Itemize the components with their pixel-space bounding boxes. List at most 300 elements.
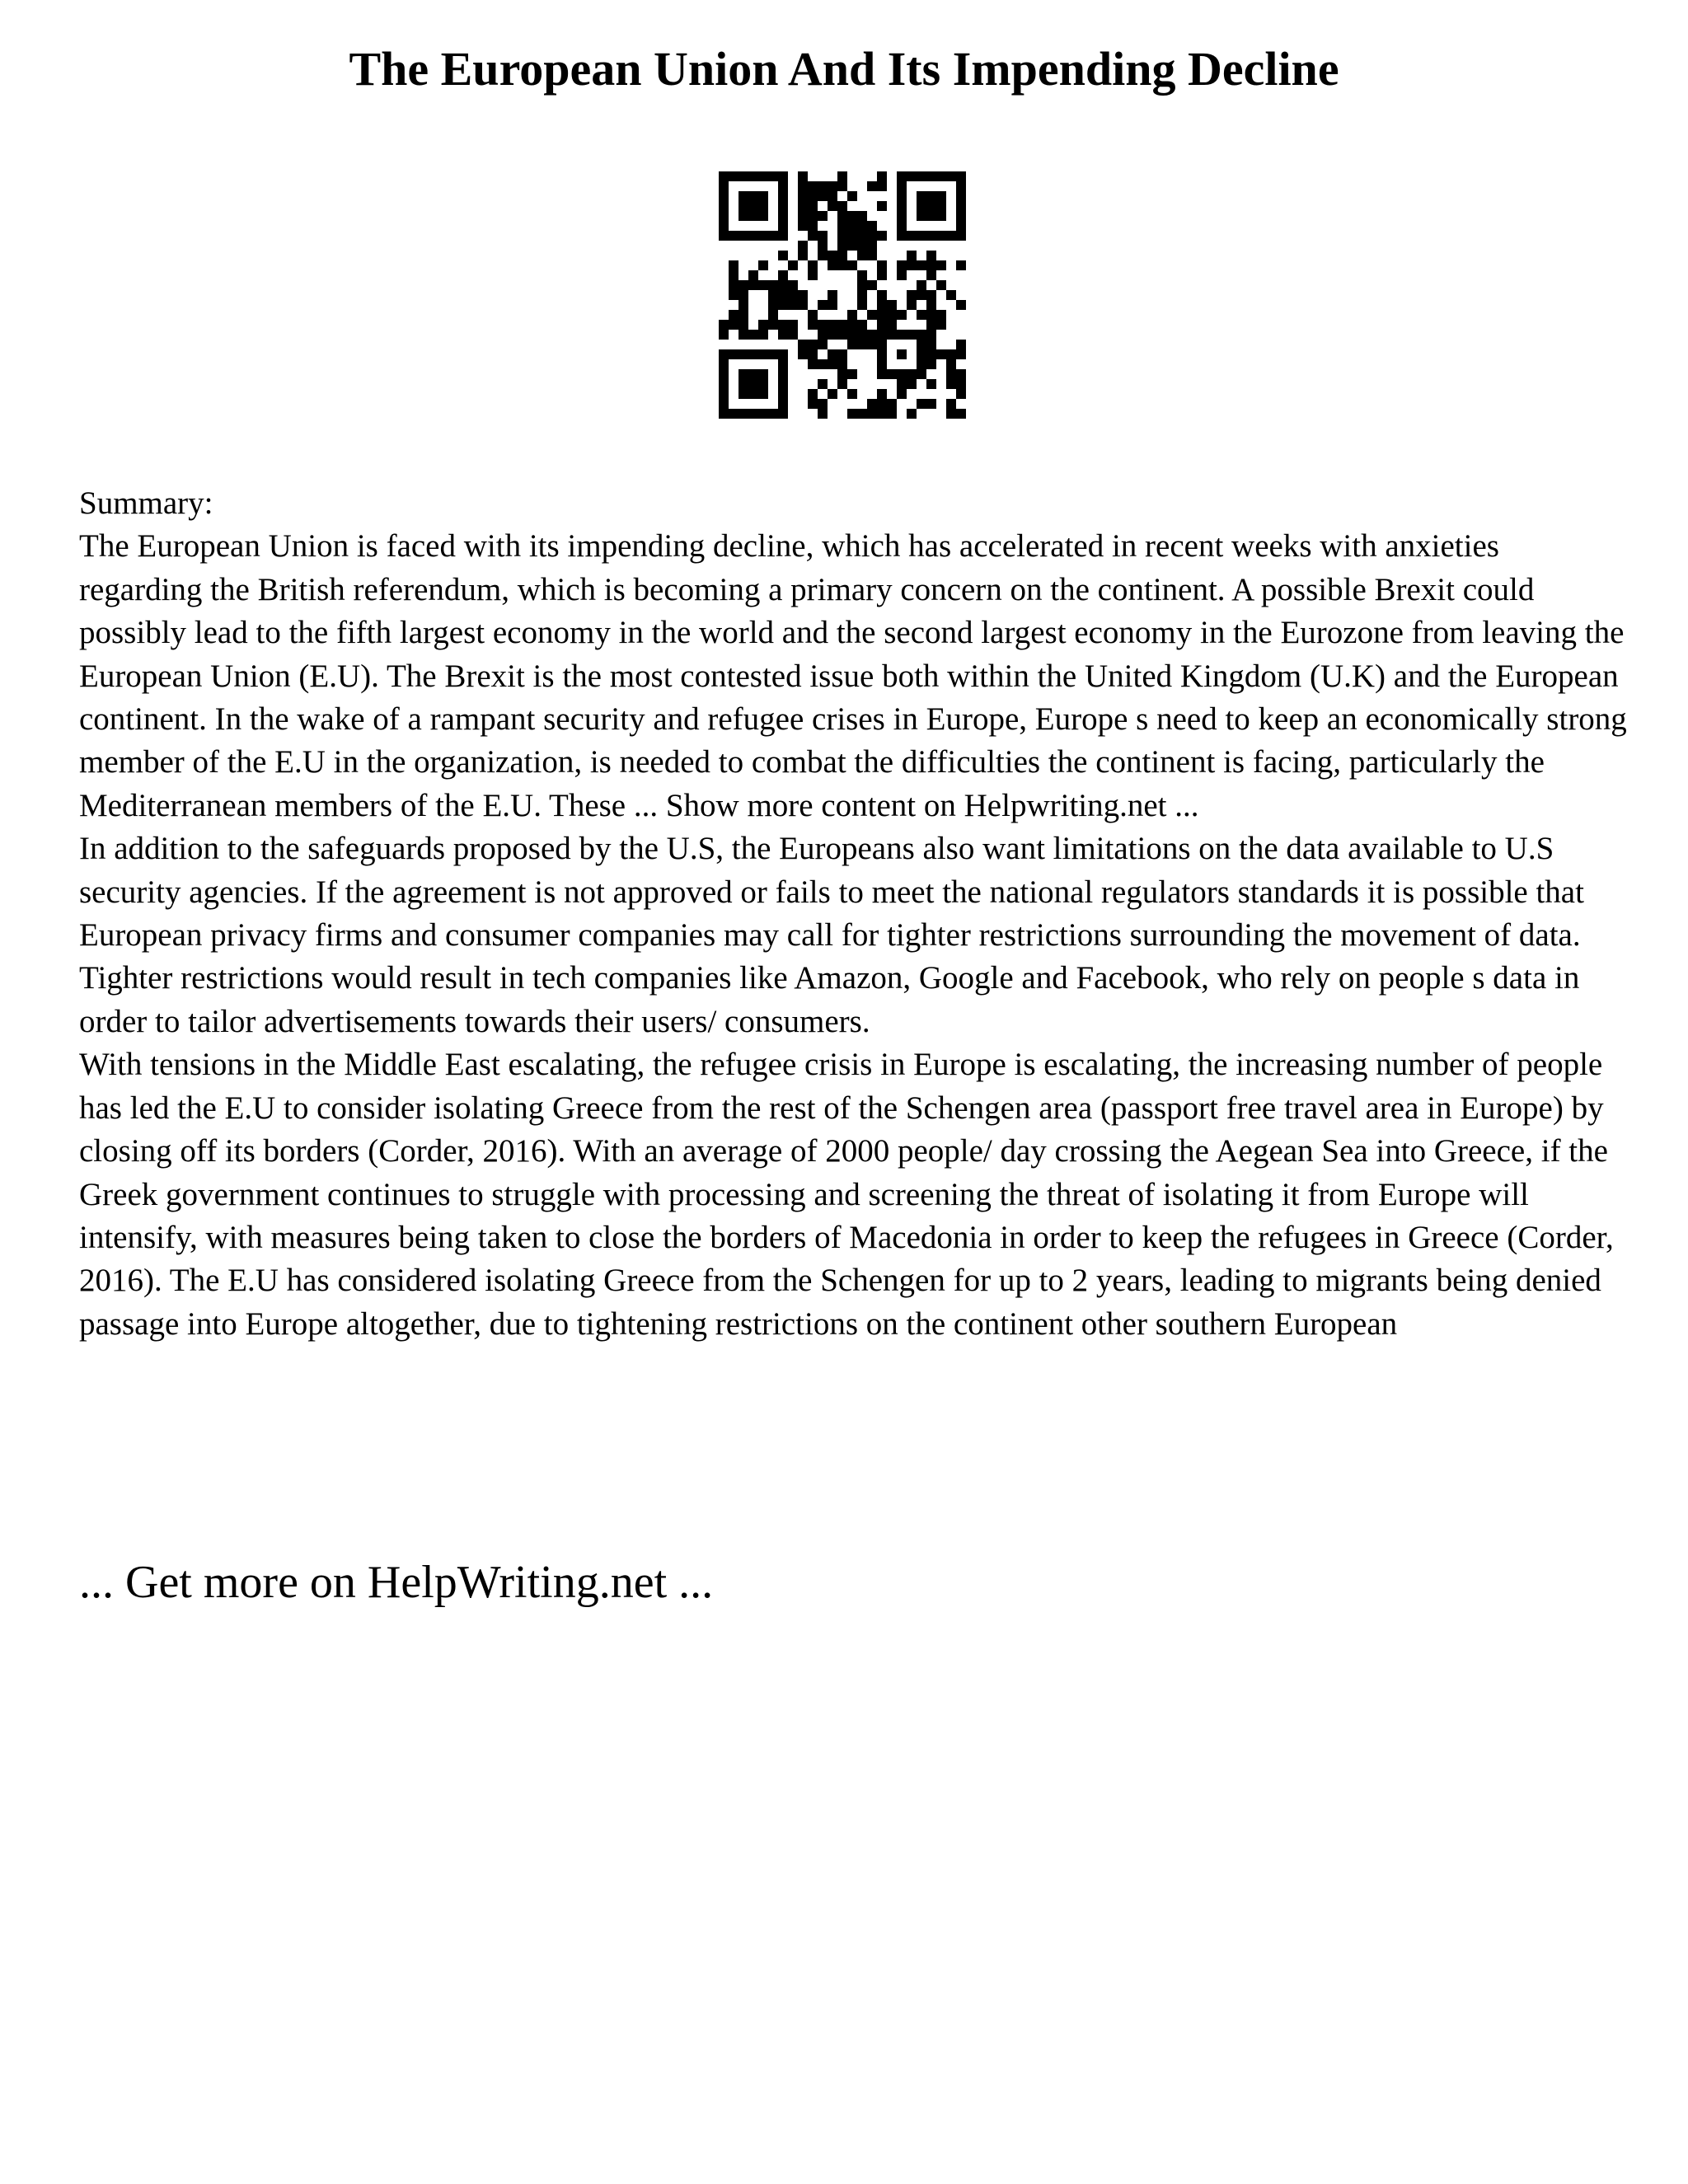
qr-module <box>778 171 788 181</box>
qr-module <box>808 211 818 221</box>
qr-module <box>917 211 926 221</box>
qr-module <box>758 231 768 241</box>
qr-module <box>719 221 729 231</box>
qr-module <box>897 349 907 359</box>
qr-module <box>798 241 808 251</box>
qr-module <box>719 231 729 241</box>
qr-module <box>828 251 837 260</box>
qr-module <box>729 270 738 280</box>
qr-module <box>729 349 738 359</box>
qr-module <box>808 270 818 280</box>
qr-module <box>768 280 778 290</box>
qr-module <box>798 290 808 300</box>
qr-module <box>847 191 857 201</box>
qr-module <box>828 349 837 359</box>
qr-module <box>828 320 837 330</box>
qr-module <box>877 389 887 399</box>
qr-module <box>847 260 857 270</box>
qr-module <box>926 300 936 310</box>
qr-module <box>956 191 966 201</box>
qr-module <box>897 231 907 241</box>
qr-module <box>887 369 897 379</box>
qr-module <box>788 300 798 310</box>
qr-module <box>738 320 748 330</box>
paragraph-3: With tensions in the Middle East escalating, the refugee crisis in Europe is escalating, the increasing number of people has led the E.U to consider isolating Greece from the rest of the Schengen area (passport free travel area in Europe) by closing off its borders (Corder, 2016). With an average of 2000 people/ day crossing the Aegean Sea into Greece, if the Greek government continues to struggle with processing and screening the threat of isolating it from Europe will intensify, with measures being taken to close the borders of Macedonia in order to keep the refugees in Greece (Corder, 2016). The E.U has considered isolating Greece from the Schengen for up to 2 years, leading to migrants being denied passage into Europe altogether, due to tightening restrictions on the continent other southern European <box>79 1047 1614 1342</box>
qr-module <box>897 270 907 280</box>
qr-module <box>857 270 867 280</box>
qr-module <box>847 221 857 231</box>
qr-module <box>729 231 738 241</box>
qr-module <box>887 409 897 419</box>
qr-module <box>748 409 758 419</box>
qr-module <box>778 349 788 359</box>
qr-module <box>748 330 758 340</box>
qr-module <box>946 409 956 419</box>
summary-label: Summary: <box>79 485 213 521</box>
qr-module <box>719 379 729 389</box>
qr-module <box>857 280 867 290</box>
qr-module <box>857 290 867 300</box>
qr-module <box>857 251 867 260</box>
qr-module <box>847 389 857 399</box>
qr-module <box>818 399 828 409</box>
qr-module <box>719 399 729 409</box>
qr-module <box>926 340 936 349</box>
qr-module <box>768 300 778 310</box>
qr-module <box>917 171 926 181</box>
qr-module <box>748 270 758 280</box>
qr-module <box>738 201 748 211</box>
qr-module <box>778 280 788 290</box>
qr-module <box>729 310 738 320</box>
qr-module <box>738 310 748 320</box>
qr-module <box>897 260 907 270</box>
qr-module <box>778 369 788 379</box>
qr-module <box>719 320 729 330</box>
qr-module <box>936 260 946 270</box>
qr-module <box>946 171 956 181</box>
qr-module <box>788 330 798 340</box>
qr-module <box>907 379 917 389</box>
qr-module <box>897 221 907 231</box>
qr-module <box>808 320 818 330</box>
qr-module <box>837 241 847 251</box>
qr-module <box>926 290 936 300</box>
qr-module <box>818 300 828 310</box>
qr-module <box>837 201 847 211</box>
qr-module <box>798 171 808 181</box>
qr-module <box>788 280 798 290</box>
qr-module <box>808 359 818 369</box>
qr-module <box>926 310 936 320</box>
qr-module <box>748 369 758 379</box>
qr-module <box>748 379 758 389</box>
qr-module <box>837 330 847 340</box>
qr-module <box>877 260 887 270</box>
qr-module <box>738 290 748 300</box>
qr-module <box>867 280 877 290</box>
qr-module <box>818 191 828 201</box>
qr-module <box>758 349 768 359</box>
qr-module <box>758 171 768 181</box>
qr-module <box>897 310 907 320</box>
qr-module <box>818 330 828 340</box>
qr-module <box>887 300 897 310</box>
qr-module <box>808 231 818 241</box>
qr-module <box>758 369 768 379</box>
paragraph-1: The European Union is faced with its impending decline, which has accelerated in recent weeks with anxieties regarding the British referendum, which is becoming a primary concern on the continent. A possible Brexit could possibly lead to the fifth largest economy in the world and the second largest economy in the Eurozone from leaving the European Union (E.U). The Brexit is the most contested issue both within the United Kingdom (U.K) and the European continent. In the wake of a rampant security and refugee crises in Europe, Europe s need to keep an economically strong member of the E.U in the organization, is needed to combat the difficulties the continent is facing, particularly the Mediterranean members of the E.U. These ... Show more content on Helpwriting.net ... <box>79 528 1627 823</box>
qr-module <box>818 320 828 330</box>
qr-module <box>956 260 966 270</box>
qr-module <box>887 399 897 409</box>
qr-module <box>818 359 828 369</box>
qr-module <box>867 231 877 241</box>
qr-module <box>917 369 926 379</box>
qr-module <box>847 330 857 340</box>
qr-module <box>748 191 758 201</box>
qr-module <box>837 349 847 359</box>
qr-module <box>926 260 936 270</box>
qr-module <box>877 290 887 300</box>
qr-module <box>936 171 946 181</box>
qr-module <box>837 320 847 330</box>
qr-module <box>946 290 956 300</box>
qr-module <box>847 320 857 330</box>
qr-module <box>926 191 936 201</box>
qr-module <box>887 330 897 340</box>
qr-module <box>837 221 847 231</box>
qr-module <box>857 320 867 330</box>
qr-module <box>897 211 907 221</box>
qr-module <box>738 280 748 290</box>
qr-module <box>877 171 887 181</box>
qr-module <box>907 171 917 181</box>
qr-module <box>808 221 818 231</box>
qr-module <box>778 300 788 310</box>
qr-module <box>818 231 828 241</box>
get-more-link[interactable]: ... Get more on HelpWriting.net ... <box>79 1557 714 1608</box>
qr-module <box>887 320 897 330</box>
qr-module <box>907 369 917 379</box>
qr-module <box>907 260 917 270</box>
qr-module <box>778 379 788 389</box>
qr-module <box>729 171 738 181</box>
qr-module <box>857 211 867 221</box>
qr-module <box>917 231 926 241</box>
qr-module <box>808 191 818 201</box>
qr-module <box>778 181 788 191</box>
qr-module <box>847 409 857 419</box>
qr-module <box>748 231 758 241</box>
qr-module <box>719 409 729 419</box>
qr-module <box>877 270 887 280</box>
qr-module <box>877 340 887 349</box>
qr-module <box>946 369 956 379</box>
qr-module <box>719 330 729 340</box>
qr-module <box>719 181 729 191</box>
qr-module <box>956 181 966 191</box>
qr-module <box>847 369 857 379</box>
qr-module <box>956 211 966 221</box>
qr-module <box>778 191 788 201</box>
qr-module <box>719 349 729 359</box>
qr-module <box>837 181 847 191</box>
qr-module <box>926 399 936 409</box>
qr-module <box>857 241 867 251</box>
qr-module <box>847 310 857 320</box>
qr-module <box>788 290 798 300</box>
qr-module <box>758 320 768 330</box>
qr-module <box>877 181 887 191</box>
qr-module <box>837 171 847 181</box>
qr-module <box>778 251 788 260</box>
qr-module <box>778 330 788 340</box>
qr-module <box>857 340 867 349</box>
qr-module <box>778 201 788 211</box>
qr-module <box>768 349 778 359</box>
document-body <box>79 482 1629 1346</box>
qr-module <box>877 369 887 379</box>
qr-module <box>818 340 828 349</box>
qr-module <box>798 181 808 191</box>
qr-module <box>798 191 808 201</box>
qr-module <box>808 310 818 320</box>
qr-module <box>778 290 788 300</box>
qr-module <box>877 359 887 369</box>
qr-module <box>936 310 946 320</box>
qr-module <box>857 330 867 340</box>
qr-module <box>867 399 877 409</box>
qr-module <box>758 201 768 211</box>
qr-module <box>729 290 738 300</box>
qr-module <box>917 399 926 409</box>
qr-module <box>768 290 778 300</box>
qr-module <box>818 379 828 389</box>
qr-module <box>758 280 768 290</box>
qr-module <box>877 399 887 409</box>
qr-module <box>917 340 926 349</box>
qr-module <box>847 231 857 241</box>
qr-module <box>897 389 907 399</box>
qr-module <box>778 389 788 399</box>
qr-module <box>897 181 907 191</box>
qr-module <box>946 379 956 389</box>
qr-module <box>738 330 748 340</box>
qr-module <box>738 349 748 359</box>
qr-module <box>926 231 936 241</box>
qr-module <box>936 349 946 359</box>
qr-module <box>917 191 926 201</box>
qr-module <box>748 349 758 359</box>
qr-module <box>857 221 867 231</box>
qr-module <box>738 369 748 379</box>
qr-code-graphic <box>719 171 966 419</box>
qr-module <box>729 260 738 270</box>
qr-module <box>818 211 828 221</box>
qr-module <box>828 330 837 340</box>
qr-module <box>907 330 917 340</box>
qr-module <box>808 181 818 191</box>
qr-module <box>758 260 768 270</box>
qr-module <box>877 310 887 320</box>
qr-module <box>758 330 768 340</box>
qr-module <box>847 241 857 251</box>
qr-module <box>798 211 808 221</box>
qr-module <box>808 201 818 211</box>
qr-module <box>828 201 837 211</box>
qr-module <box>867 221 877 231</box>
qr-module <box>719 359 729 369</box>
qr-module <box>719 389 729 399</box>
qr-module <box>857 231 867 241</box>
qr-module <box>946 399 956 409</box>
qr-module <box>907 231 917 241</box>
qr-module <box>729 320 738 330</box>
qr-module <box>837 369 847 379</box>
qr-code-icon <box>719 171 966 419</box>
qr-module <box>946 349 956 359</box>
qr-module <box>788 320 798 330</box>
qr-module <box>936 280 946 290</box>
qr-module <box>729 409 738 419</box>
qr-module <box>897 171 907 181</box>
qr-module <box>936 231 946 241</box>
qr-module <box>877 300 887 310</box>
qr-module <box>926 359 936 369</box>
qr-module <box>936 320 946 330</box>
qr-module <box>917 201 926 211</box>
qr-module <box>748 211 758 221</box>
qr-module <box>897 191 907 201</box>
qr-module <box>778 231 788 241</box>
qr-module <box>778 399 788 409</box>
qr-module <box>808 389 818 399</box>
qr-module <box>897 379 907 389</box>
qr-module <box>768 171 778 181</box>
qr-module <box>768 231 778 241</box>
qr-module <box>917 359 926 369</box>
qr-module <box>926 379 936 389</box>
qr-module <box>719 201 729 211</box>
qr-module <box>936 201 946 211</box>
qr-module <box>956 349 966 359</box>
qr-module <box>778 211 788 221</box>
qr-module <box>877 409 887 419</box>
qr-module <box>818 181 828 191</box>
qr-module <box>798 349 808 359</box>
qr-module <box>917 330 926 340</box>
qr-module <box>818 241 828 251</box>
qr-module <box>738 211 748 221</box>
qr-module <box>907 409 917 419</box>
qr-module <box>719 171 729 181</box>
qr-module <box>719 369 729 379</box>
qr-module <box>729 280 738 290</box>
qr-module <box>926 251 936 260</box>
qr-module <box>808 340 818 349</box>
qr-module <box>936 211 946 221</box>
qr-module <box>867 340 877 349</box>
qr-module <box>887 310 897 320</box>
qr-module <box>808 260 818 270</box>
qr-module <box>956 171 966 181</box>
qr-module <box>758 211 768 221</box>
qr-module <box>956 409 966 419</box>
qr-module <box>818 251 828 260</box>
qr-module <box>828 389 837 399</box>
qr-module <box>926 320 936 330</box>
qr-module <box>956 369 966 379</box>
qr-module <box>857 409 867 419</box>
qr-module <box>748 389 758 399</box>
qr-module <box>926 201 936 211</box>
qr-module <box>936 191 946 201</box>
qr-module <box>778 409 788 419</box>
qr-module <box>837 359 847 369</box>
qr-module <box>867 181 877 191</box>
qr-module <box>818 409 828 419</box>
qr-module <box>837 231 847 241</box>
qr-module <box>738 191 748 201</box>
qr-module <box>828 181 837 191</box>
qr-module <box>758 191 768 201</box>
qr-module <box>778 359 788 369</box>
qr-module <box>926 171 936 181</box>
qr-module <box>907 290 917 300</box>
qr-module <box>738 389 748 399</box>
qr-module <box>907 251 917 260</box>
qr-module <box>956 379 966 389</box>
qr-module <box>917 349 926 359</box>
qr-module <box>738 300 748 310</box>
document-title: The European Union And Its Impending Decline <box>349 42 1339 96</box>
qr-module <box>956 389 966 399</box>
qr-module <box>897 369 907 379</box>
qr-module <box>798 340 808 349</box>
qr-module <box>867 330 877 340</box>
qr-module <box>778 221 788 231</box>
qr-module <box>877 320 887 330</box>
qr-module <box>867 310 877 320</box>
qr-module <box>768 320 778 330</box>
qr-module <box>828 290 837 300</box>
qr-module <box>758 379 768 389</box>
qr-module <box>877 349 887 359</box>
qr-module <box>738 171 748 181</box>
qr-module <box>719 191 729 201</box>
qr-module <box>877 330 887 340</box>
qr-module <box>917 280 926 290</box>
qr-module <box>837 379 847 389</box>
qr-module <box>867 241 877 251</box>
qr-module <box>917 260 926 270</box>
qr-module <box>877 231 887 241</box>
qr-module <box>897 201 907 211</box>
qr-module <box>798 221 808 231</box>
qr-module <box>956 340 966 349</box>
qr-module <box>917 310 926 320</box>
qr-module <box>857 300 867 310</box>
qr-module <box>837 251 847 260</box>
qr-module <box>897 330 907 340</box>
qr-module <box>738 231 748 241</box>
paragraph-2: In addition to the safeguards proposed by the U.S, the Europeans also want limitations on the data available to U.S security agencies. If the agreement is not approved or fails to meet the national regulators standards it is possible that European privacy firms and consumer companies may call for tighter restrictions surrounding the movement of data. Tighter restrictions would result in tech companies like Amazon, Google and Facebook, who rely on people s data in order to tailor advertisements towards their users/ consumers. <box>79 831 1584 1039</box>
qr-module <box>956 221 966 231</box>
qr-module <box>847 340 857 349</box>
qr-module <box>837 211 847 221</box>
qr-module <box>808 349 818 359</box>
qr-module <box>926 270 936 280</box>
